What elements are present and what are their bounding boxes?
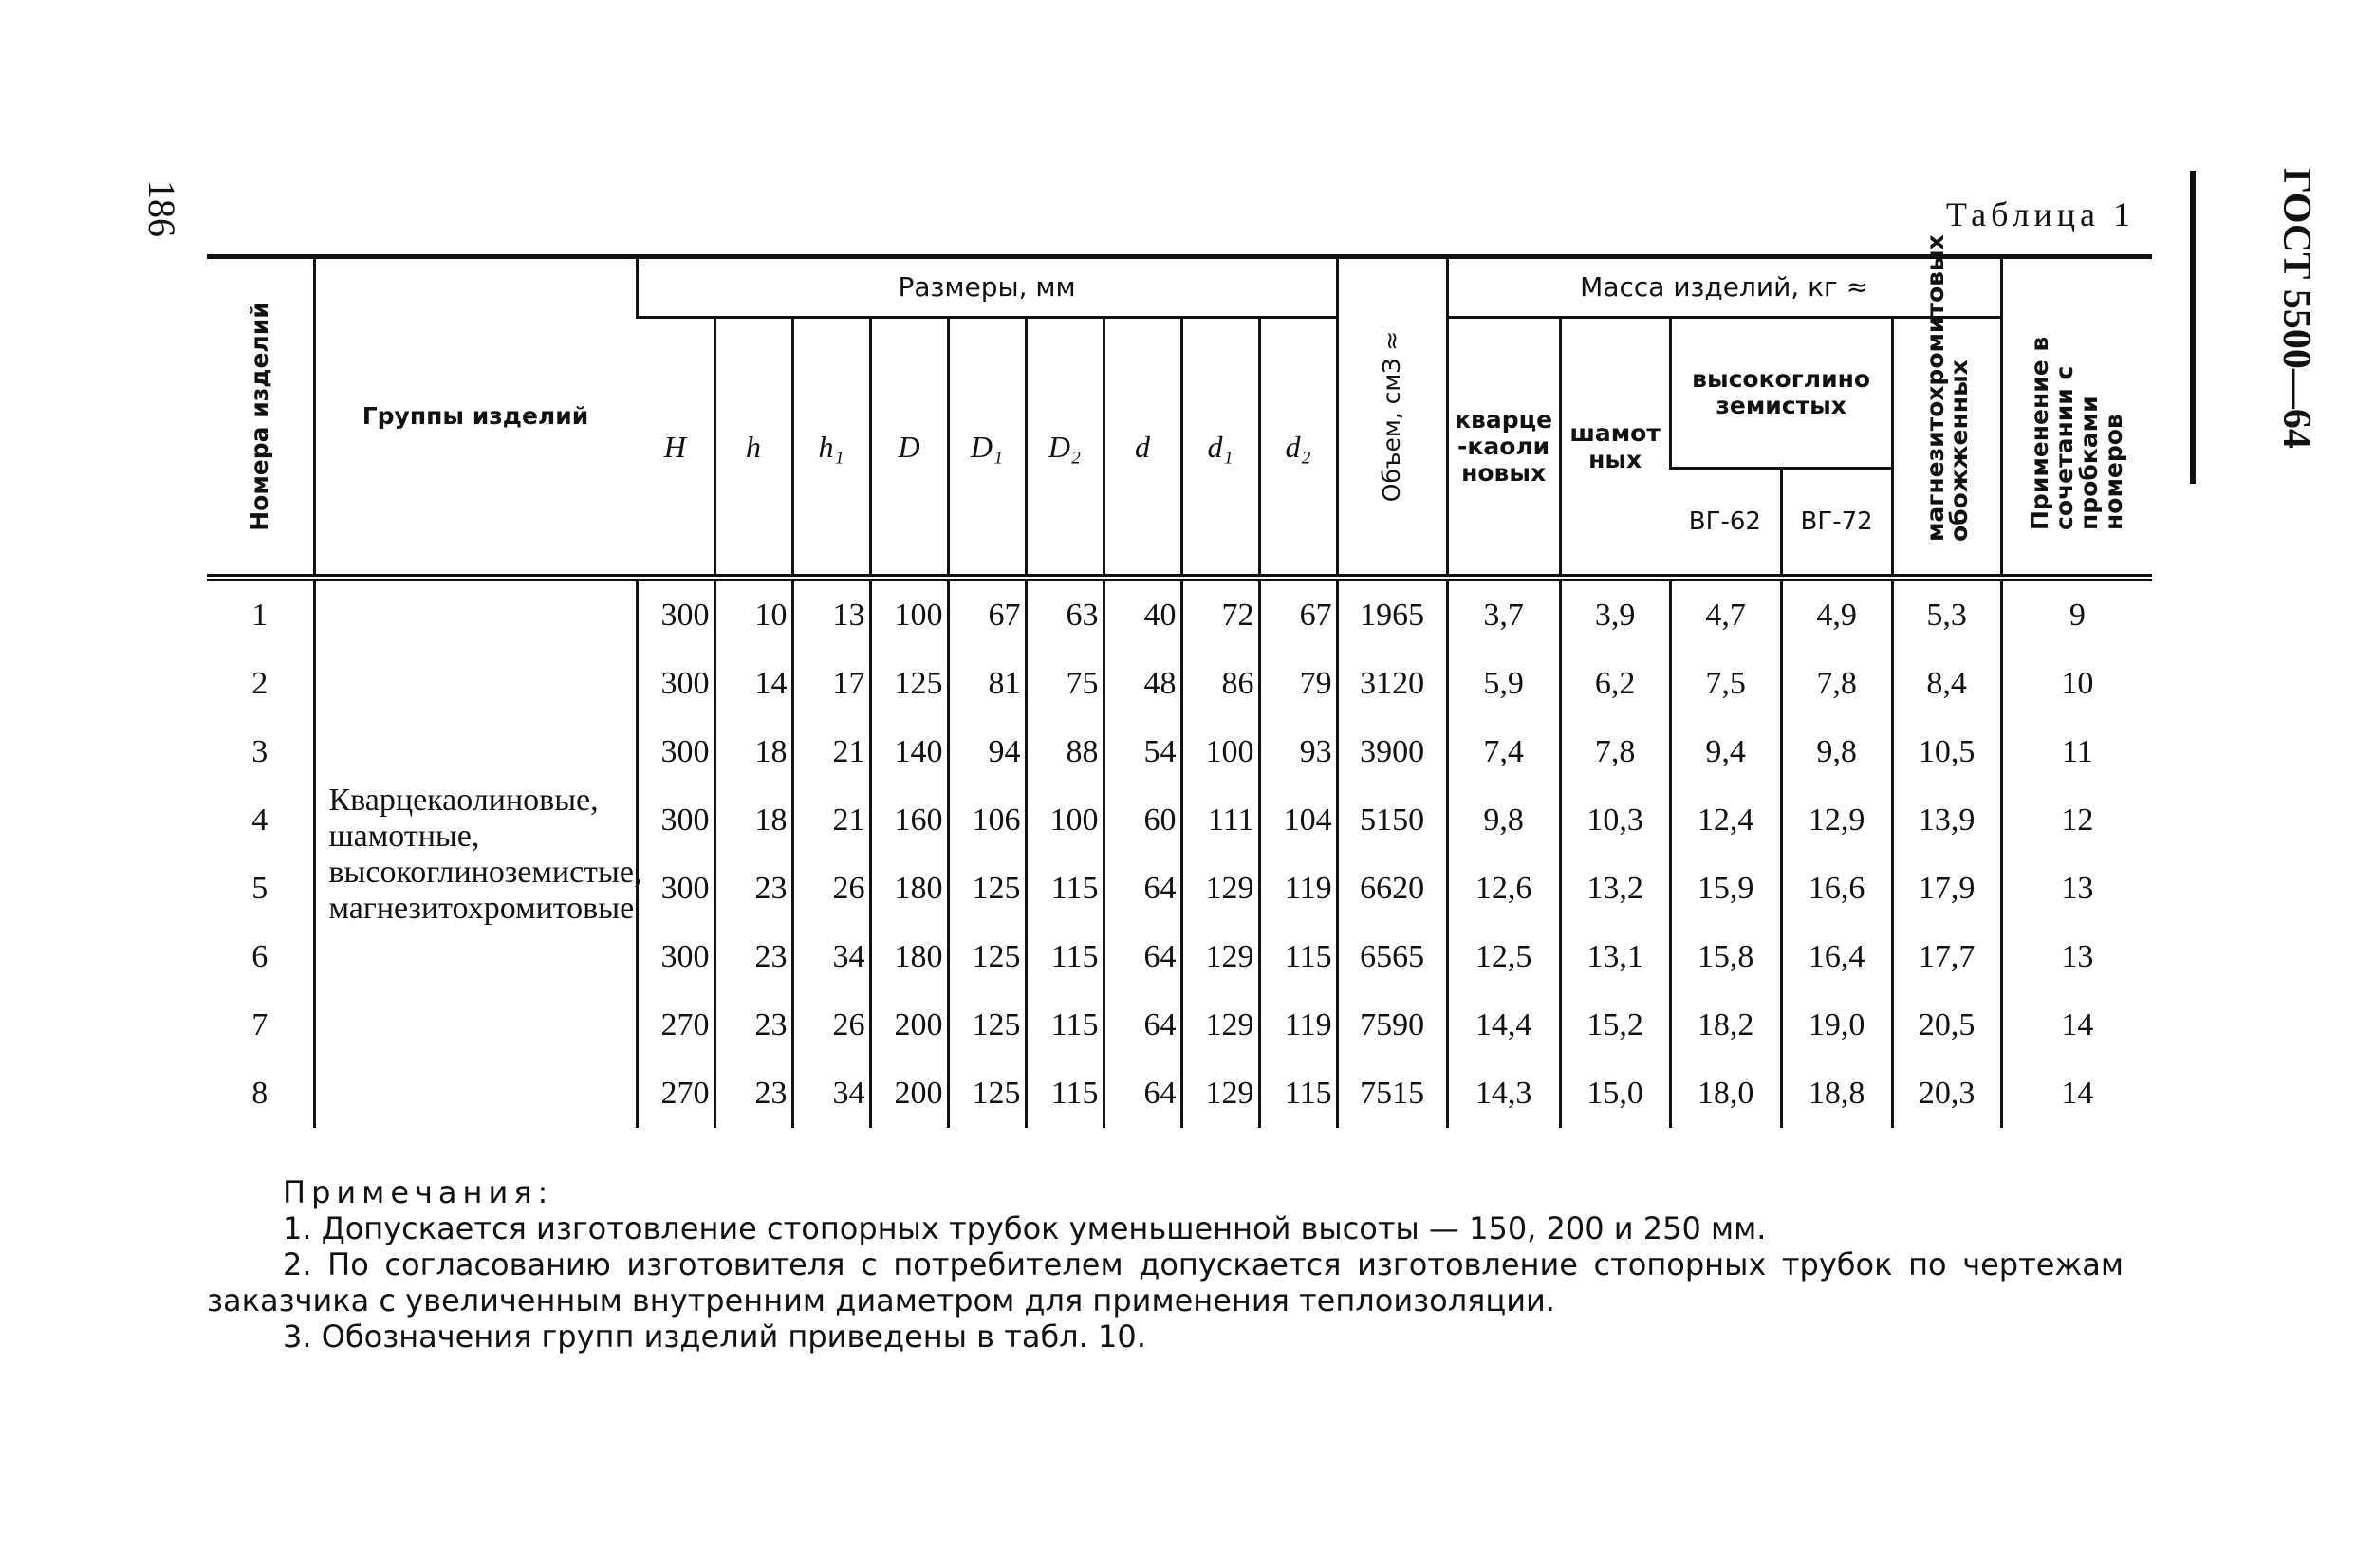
cell-H: 300 [637,923,714,991]
cell-h1: 17 [792,650,870,718]
cell-vg72: 16,6 [1781,855,1892,923]
cell-vol: 7590 [1337,991,1447,1060]
table-caption: Таблица 1 [1946,195,2135,233]
cell-H: 300 [637,650,714,718]
cell-D1: 125 [948,991,1026,1060]
cell-n: 4 [251,802,269,838]
cell-D: 160 [870,786,948,855]
notes-title: Примечания: [283,1174,554,1210]
cell-H: 270 [637,991,714,1060]
cell-H: 300 [637,855,714,923]
cell-d1: 100 [1181,718,1259,786]
cell-app: 14 [2001,1060,2152,1128]
header-dim-D: D [870,318,948,579]
cell-D2: 115 [1026,1060,1104,1128]
cell-quartz: 12,5 [1447,923,1560,991]
cell-h: 23 [714,991,792,1060]
cell-h: 23 [714,1060,792,1128]
cell-magn: 8,4 [1892,650,2001,718]
cell-D1: 125 [948,1060,1026,1128]
header-group: Группы изделий [314,257,637,579]
cell-vg62: 12,4 [1670,786,1781,855]
cell-d1: 129 [1181,991,1259,1060]
cell-D: 180 [870,923,948,991]
cell-h: 18 [714,786,792,855]
cell-D2: 115 [1026,855,1104,923]
cell-n: 6 [251,939,269,974]
cell-app: 11 [2001,718,2152,786]
cell-chamotte: 10,3 [1560,786,1670,855]
cell-d: 64 [1104,991,1181,1060]
cell-D: 140 [870,718,948,786]
cell-vg72: 9,8 [1781,718,1892,786]
document-code-rule [2190,171,2196,484]
header-volume: Объем, смЗ ≈ [1337,257,1447,579]
cell-quartz: 14,3 [1447,1060,1560,1128]
document-code: ГОСТ 5500—64 [2274,168,2318,449]
cell-vol: 5150 [1337,786,1447,855]
cell-h1: 21 [792,786,870,855]
header-dim-d2: d₂ [1259,318,1337,579]
cell-d: 40 [1104,578,1181,650]
cell-d1: 129 [1181,923,1259,991]
cell-h1: 13 [792,578,870,650]
cell-quartz: 12,6 [1447,855,1560,923]
cell-vg62: 7,5 [1670,650,1781,718]
cell-vg62: 18,0 [1670,1060,1781,1128]
header-item-number: Номера изделий [207,257,314,579]
cell-chamotte: 7,8 [1560,718,1670,786]
cell-D1: 94 [948,718,1026,786]
cell-vg62: 9,4 [1670,718,1781,786]
cell-chamotte: 15,0 [1560,1060,1670,1128]
cell-magn: 5,3 [1892,578,2001,650]
cell-magn: 17,7 [1892,923,2001,991]
cell-chamotte: 3,9 [1560,578,1670,650]
cell-D1: 125 [948,855,1026,923]
cell-vg72: 7,8 [1781,650,1892,718]
cell-d: 54 [1104,718,1181,786]
cell-D1: 81 [948,650,1026,718]
cell-D: 180 [870,855,948,923]
cell-D: 125 [870,650,948,718]
cell-h: 14 [714,650,792,718]
cell-quartz: 3,7 [1447,578,1560,650]
header-application: Применение в сочетании с пробками номеров [2001,257,2152,579]
cell-d1: 111 [1181,786,1259,855]
cell-vg62: 4,7 [1670,578,1781,650]
products-table [207,233,2152,1128]
cell-h: 23 [714,855,792,923]
cell-vg72: 19,0 [1781,991,1892,1060]
group-names-cell: Кварцекаолиновые, шамотные, высокоглиноземистые, магнезитохромитовые [314,578,637,1128]
header-mass-chamotte: шамотных [1560,318,1670,579]
cell-quartz: 7,4 [1447,718,1560,786]
cell-vol: 3900 [1337,718,1447,786]
cell-vg72: 12,9 [1781,786,1892,855]
cell-vg62: 15,9 [1670,855,1781,923]
cell-app: 10 [2001,650,2152,718]
cell-vg62: 15,8 [1670,923,1781,991]
cell-chamotte: 13,1 [1560,923,1670,991]
cell-d1: 129 [1181,1060,1259,1128]
note-1: 1. Допускается изготовление стопорных трубок уменьшенной высоты — 150, 200 и 250 мм. [283,1210,1767,1246]
cell-d2: 115 [1259,1060,1337,1128]
cell-n: 3 [251,734,269,769]
cell-vol: 7515 [1337,1060,1447,1128]
cell-D1: 125 [948,923,1026,991]
cell-magn: 20,5 [1892,991,2001,1060]
cell-d: 64 [1104,1060,1181,1128]
cell-H: 300 [637,578,714,650]
cell-D2: 88 [1026,718,1104,786]
cell-app: 13 [2001,923,2152,991]
header-mass-magnesite: магнезитохромитовых обожженных [1892,318,2001,579]
cell-vg72: 16,4 [1781,923,1892,991]
cell-d1: 72 [1181,578,1259,650]
cell-D2: 75 [1026,650,1104,718]
cell-n: 8 [251,1076,269,1111]
cell-chamotte: 15,2 [1560,991,1670,1060]
header-mass-vg62: ВГ-62 [1688,507,1761,536]
cell-D: 100 [870,578,948,650]
cell-magn: 17,9 [1892,855,2001,923]
cell-h1: 26 [792,855,870,923]
header-dim-h: h [714,318,792,579]
header-dimensions: Размеры, мм [637,257,1337,318]
cell-app: 9 [2001,578,2152,650]
cell-d: 60 [1104,786,1181,855]
cell-vol: 1965 [1337,578,1447,650]
cell-h1: 34 [792,1060,870,1128]
cell-h: 18 [714,718,792,786]
cell-quartz: 5,9 [1447,650,1560,718]
cell-D2: 63 [1026,578,1104,650]
page-number: 186 [140,180,183,237]
header-dim-h1: h₁ [792,318,870,579]
cell-D2: 115 [1026,991,1104,1060]
cell-vg72: 18,8 [1781,1060,1892,1128]
cell-d2: 119 [1259,855,1337,923]
cell-vol: 3120 [1337,650,1447,718]
cell-n: 7 [251,1007,269,1042]
cell-vg62: 18,2 [1670,991,1781,1060]
table-row [207,578,2152,650]
cell-D1: 106 [948,786,1026,855]
cell-chamotte: 6,2 [1560,650,1670,718]
header-dim-d1: d₁ [1181,318,1259,579]
cell-D2: 115 [1026,923,1104,991]
cell-d2: 104 [1259,786,1337,855]
header-mass: Масса изделий, кг ≈ [1447,257,2001,318]
notes [207,1174,2124,1355]
cell-d2: 93 [1259,718,1337,786]
note-2: 2. По согласованию изготовителя с потребителем допускается изготовление стопорных трубок по чертежам заказчика с увеличенным внутренним диаметром для применения теплоизоляции. [207,1246,2124,1319]
cell-H: 300 [637,786,714,855]
cell-d2: 119 [1259,991,1337,1060]
cell-d: 64 [1104,855,1181,923]
cell-magn: 13,9 [1892,786,2001,855]
cell-d: 48 [1104,650,1181,718]
cell-d2: 79 [1259,650,1337,718]
cell-H: 270 [637,1060,714,1128]
cell-vg72: 4,9 [1781,578,1892,650]
cell-D2: 100 [1026,786,1104,855]
cell-h: 10 [714,578,792,650]
cell-H: 300 [637,718,714,786]
header-mass-vg72: ВГ-72 [1781,469,1892,579]
cell-D1: 67 [948,578,1026,650]
cell-D: 200 [870,991,948,1060]
cell-n: 2 [251,666,269,701]
cell-d2: 67 [1259,578,1337,650]
cell-vol: 6565 [1337,923,1447,991]
header-mass-high-alumina: высокоглиноземистых [1670,318,1892,469]
cell-n: 1 [207,578,314,650]
cell-d1: 129 [1181,855,1259,923]
cell-d2: 115 [1259,923,1337,991]
cell-D: 200 [870,1060,948,1128]
cell-h1: 21 [792,718,870,786]
header-mass-quartz: кварце-каолиновых [1447,318,1560,579]
cell-quartz: 14,4 [1447,991,1560,1060]
cell-magn: 20,3 [1892,1060,2001,1128]
cell-vol: 6620 [1337,855,1447,923]
header-dim-D1: D₁ [948,318,1026,579]
cell-n: 5 [251,871,269,906]
cell-app: 14 [2001,991,2152,1060]
cell-quartz: 9,8 [1447,786,1560,855]
cell-h: 23 [714,923,792,991]
cell-chamotte: 13,2 [1560,855,1670,923]
header-dim-D2: D₂ [1026,318,1104,579]
header-dim-H: H [663,429,686,464]
note-3: 3. Обозначения групп изделий приведены в табл. 10. [283,1319,1146,1355]
cell-h1: 26 [792,991,870,1060]
cell-h1: 34 [792,923,870,991]
cell-d: 64 [1104,923,1181,991]
cell-magn: 10,5 [1892,718,2001,786]
header-dim-d: d [1104,318,1181,579]
cell-d1: 86 [1181,650,1259,718]
cell-app: 13 [2001,855,2152,923]
cell-app: 12 [2001,786,2152,855]
